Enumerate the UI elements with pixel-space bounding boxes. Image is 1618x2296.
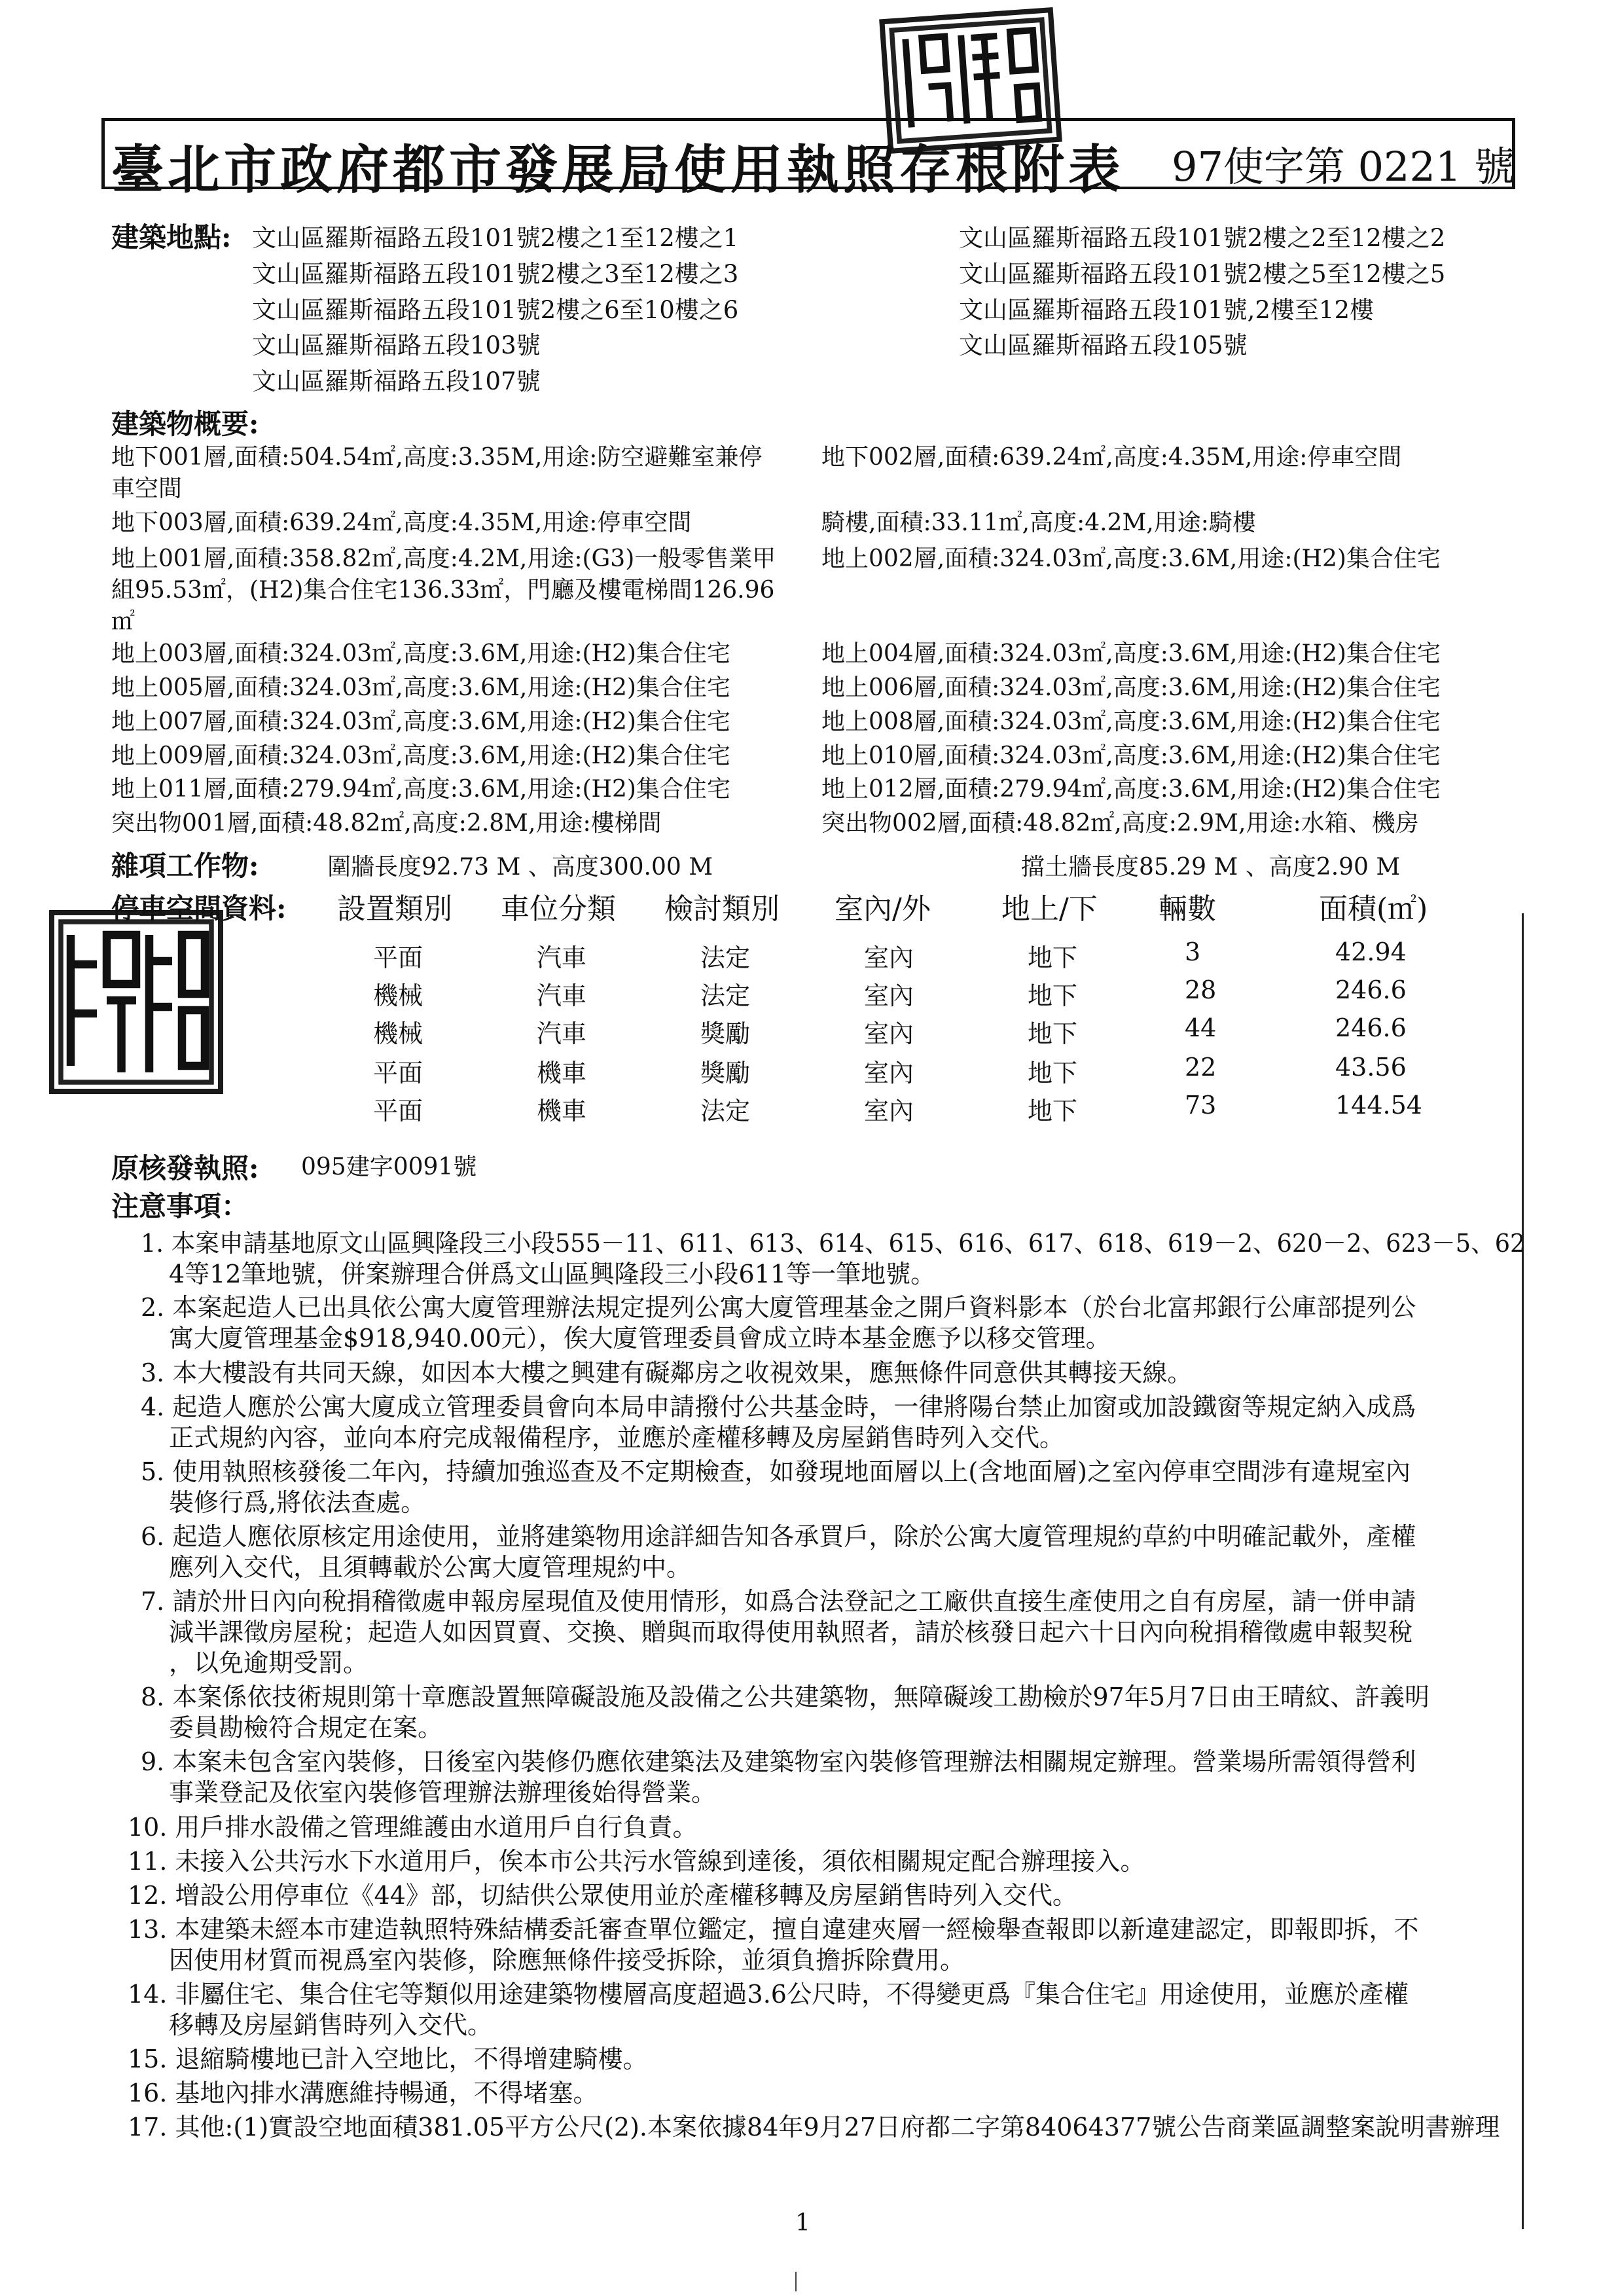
- parking-cell: 地下: [1028, 981, 1078, 1010]
- official-seal-left: [49, 910, 223, 1094]
- note-line: 5. 使用執照核發後二年內，持續加強巡查及不定期檢查，如發現地面層以上(含地面層)之室內停車空間涉有違規室內: [141, 1457, 1411, 1486]
- parking-cell: 地下: [1028, 1097, 1078, 1125]
- parking-cell: 平面: [373, 943, 423, 972]
- building-line-left: 地上001層,面積:358.82㎡,高度:4.2M,用途:(G3)一般零售業甲: [111, 545, 776, 572]
- document-number: 97使字第 0221 號: [1172, 143, 1515, 191]
- note-line: 減半課徵房屋稅；起造人如因買賣、交換、贈與而取得使用執照者，請於核發日起六十日內向稅捐稽徵處申報契稅: [169, 1618, 1413, 1647]
- note-line: 事業登記及依室內裝修管理辦法辦理後始得營業。: [169, 1778, 717, 1807]
- parking-cell: 平面: [373, 1059, 423, 1087]
- note-line: 11. 未接入公共污水下水道用戶，俟本市公共污水管線到達後，須依相關規定配合辦理接入。: [128, 1847, 1145, 1876]
- parking-cell: 機械: [373, 981, 423, 1010]
- parking-cell: 獎勵: [700, 1019, 751, 1048]
- parking-cell: 地下: [1028, 1059, 1078, 1087]
- note-line: 6. 起造人應依原核定用途使用，並將建築物用途詳細告知各承買戶，除於公寓大廈管理規約草約中明確記載外，產權: [141, 1522, 1416, 1551]
- site-address-left: 文山區羅斯福路五段101號2樓之1至12樓之1: [252, 224, 739, 252]
- building-line-left: 地下001層,面積:504.54㎡,高度:3.35M,用途:防空避難室兼停: [111, 444, 763, 471]
- building-line-right: 騎樓,面積:33.11㎡,高度:4.2M,用途:騎樓: [821, 509, 1256, 536]
- note-line: 17. 其他:(1)實設空地面積381.05平方公尺(2).本案依據84年9月27日府都二字第84064377號公告商業區調整案說明書辦理: [128, 2113, 1500, 2141]
- note-line: 裝修行爲,將依法查處。: [169, 1488, 426, 1517]
- note-line: 應列入交代，且須轉載於公寓大廈管理規約中。: [169, 1553, 692, 1582]
- building-line-right: 突出物002層,面積:48.82㎡,高度:2.9M,用途:水箱、機房: [821, 810, 1419, 837]
- note-line: 正式規約內容，並向本府完成報備程序，並應於產權移轉及房屋銷售時列入交代。: [169, 1423, 1065, 1452]
- parking-col-header: 室內/外: [835, 892, 931, 926]
- building-line-left: 地下003層,面積:639.24㎡,高度:4.35M,用途:停車空間: [111, 509, 692, 536]
- misc-wall: 圍牆長度92.73 M 、高度300.00 M: [327, 854, 713, 881]
- parking-cell: 室內: [864, 943, 914, 972]
- document-title: 臺北市政府都市發展局使用執照存根附表: [111, 139, 1124, 200]
- parking-cell: 法定: [700, 1097, 751, 1125]
- building-line-right: 地上004層,面積:324.03㎡,高度:3.6M,用途:(H2)集合住宅: [821, 640, 1441, 667]
- building-line-right: 地上002層,面積:324.03㎡,高度:3.6M,用途:(H2)集合住宅: [821, 545, 1441, 572]
- note-line: 2. 本案起造人已出具依公寓大廈管理辦法規定提列公寓大廈管理基金之開戶資料影本（於台北富邦銀行公庫部提列公: [141, 1293, 1416, 1322]
- parking-cell: 室內: [864, 981, 914, 1010]
- building-line-left: 地上011層,面積:279.94㎡,高度:3.6M,用途:(H2)集合住宅: [111, 776, 730, 803]
- parking-cell: 機械: [373, 1019, 423, 1048]
- building-line-left: 地上003層,面積:324.03㎡,高度:3.6M,用途:(H2)集合住宅: [111, 640, 730, 667]
- scan-mark: [795, 2272, 797, 2291]
- parking-cell: 73: [1185, 1091, 1217, 1120]
- parking-cell: 3: [1185, 938, 1201, 966]
- building-line-right: 地上006層,面積:324.03㎡,高度:3.6M,用途:(H2)集合住宅: [821, 674, 1441, 701]
- note-line: 因使用材質而視爲室內裝修，除應無條件接受拆除，並須負擔拆除費用。: [169, 1946, 965, 1975]
- note-line: 4等12筆地號，併案辦理合併爲文山區興隆段三小段611等一筆地號。: [169, 1260, 936, 1288]
- site-label: 建築地點:: [111, 221, 232, 253]
- parking-cell: 43.56: [1335, 1053, 1407, 1082]
- note-line: 3. 本大樓設有共同天線，如因本大樓之興建有礙鄰房之收視效果，應無條件同意供其轉接天線。: [141, 1358, 1193, 1387]
- frame-left-rule: [101, 118, 105, 187]
- parking-cell: 法定: [700, 943, 751, 972]
- note-line: 9. 本案未包含室內裝修，日後室內裝修仍應依建築法及建築物室內裝修管理辦法相關規定辦理。營業場所需領得營利: [141, 1747, 1416, 1776]
- notes-label: 注意事項：: [111, 1190, 249, 1222]
- parking-cell: 機車: [537, 1059, 587, 1087]
- parking-cell: 246.6: [1335, 1013, 1407, 1042]
- frame-top-rule: [101, 118, 1513, 121]
- building-line-right: 地上008層,面積:324.03㎡,高度:3.6M,用途:(H2)集合住宅: [821, 708, 1441, 735]
- site-address-right: 文山區羅斯福路五段101號,2樓至12樓: [959, 296, 1375, 324]
- parking-col-header: 檢討類別: [664, 892, 780, 926]
- building-label: 建築物概要:: [111, 408, 259, 440]
- building-line-left: 車空間: [111, 475, 183, 502]
- parking-cell: 144.54: [1335, 1091, 1422, 1120]
- misc-label: 雜項工作物:: [111, 850, 259, 882]
- building-line-left: ㎡: [111, 608, 135, 635]
- note-line: 12. 增設公用停車位《44》部，切結供公眾使用並於產權移轉及房屋銷售時列入交代。: [128, 1881, 1077, 1910]
- parking-cell: 室內: [864, 1019, 914, 1048]
- note-line: 移轉及房屋銷售時列入交代。: [169, 2011, 493, 2039]
- note-line: 15. 退縮騎樓地已計入空地比，不得增建騎樓。: [128, 2045, 648, 2073]
- parking-cell: 機車: [537, 1097, 587, 1125]
- parking-cell: 地下: [1028, 943, 1078, 972]
- original-license-value: 095建字0091號: [301, 1154, 477, 1180]
- building-line-left: 地上009層,面積:324.03㎡,高度:3.6M,用途:(H2)集合住宅: [111, 742, 730, 769]
- note-line: ，以免逾期受罰。: [169, 1649, 369, 1677]
- note-line: 10. 用戶排水設備之管理維護由水道用戶自行負責。: [128, 1813, 698, 1842]
- site-address-left: 文山區羅斯福路五段107號: [252, 367, 541, 395]
- original-license-label: 原核發執照:: [111, 1152, 259, 1184]
- parking-cell: 法定: [700, 981, 751, 1010]
- note-line: 14. 非屬住宅、集合住宅等類似用途建築物樓層高度超過3.6公尺時，不得變更爲『集合住宅』用途使用，並應於產權: [128, 1980, 1409, 2009]
- building-line-left: 地上005層,面積:324.03㎡,高度:3.6M,用途:(H2)集合住宅: [111, 674, 730, 701]
- page-number: 1: [795, 2210, 810, 2236]
- note-line: 委員勘檢符合規定在案。: [169, 1713, 443, 1742]
- building-line-left: 突出物001層,面積:48.82㎡,高度:2.8M,用途:樓梯間: [111, 810, 662, 837]
- building-line-right: 地上012層,面積:279.94㎡,高度:3.6M,用途:(H2)集合住宅: [821, 776, 1441, 803]
- parking-col-header: 面積(㎡): [1319, 892, 1428, 926]
- site-address-left: 文山區羅斯福路五段101號2樓之6至10樓之6: [252, 296, 739, 324]
- right-edge-line: [1522, 913, 1524, 2229]
- parking-col-header: 地上/下: [1001, 892, 1098, 926]
- note-line: 13. 本建築未經本市建造執照特殊結構委託審查單位鑑定，擅自違建夾層一經檢舉查報即以新違建認定，即報即拆，不: [128, 1915, 1419, 1944]
- building-line-right: 地上010層,面積:324.03㎡,高度:3.6M,用途:(H2)集合住宅: [821, 742, 1441, 769]
- parking-cell: 22: [1185, 1053, 1217, 1082]
- parking-cell: 室內: [864, 1097, 914, 1125]
- note-line: 7. 請於卅日內向稅捐稽徵處申報房屋現值及使用情形，如爲合法登記之工廠供直接生產使用之自有房屋，請一併申請: [141, 1587, 1416, 1616]
- parking-cell: 28: [1185, 975, 1217, 1004]
- parking-cell: 地下: [1028, 1019, 1078, 1048]
- site-address-right: 文山區羅斯福路五段105號: [959, 331, 1248, 359]
- note-line: 4. 起造人應於公寓大廈成立管理委員會向本局申請撥付公共基金時，一律將陽台禁止加窗或加設鐵窗等規定納入成爲: [141, 1393, 1416, 1421]
- parking-cell: 汽車: [537, 943, 587, 972]
- site-address-left: 文山區羅斯福路五段103號: [252, 331, 541, 359]
- building-line-right: 地下002層,面積:639.24㎡,高度:4.35M,用途:停車空間: [821, 444, 1402, 471]
- parking-col-header: 車位分類: [501, 892, 616, 926]
- parking-cell: 汽車: [537, 1019, 587, 1048]
- building-line-left: 地上007層,面積:324.03㎡,高度:3.6M,用途:(H2)集合住宅: [111, 708, 730, 735]
- note-line: 寓大廈管理基金$918,940.00元），俟大廈管理委員會成立時本基金應予以移交管理。: [169, 1324, 1111, 1353]
- parking-col-header: 輛數: [1159, 892, 1216, 926]
- site-address-left: 文山區羅斯福路五段101號2樓之3至12樓之3: [252, 260, 739, 288]
- parking-cell: 室內: [864, 1059, 914, 1087]
- parking-cell: 42.94: [1335, 938, 1407, 966]
- parking-col-header: 設置類別: [337, 892, 452, 926]
- parking-cell: 246.6: [1335, 975, 1407, 1004]
- note-line: 8. 本案係依技術規則第十章應設置無障礙設施及設備之公共建築物，無障礙竣工勘檢於97年5月7日由王晴紋、許義明: [141, 1683, 1430, 1711]
- parking-cell: 平面: [373, 1097, 423, 1125]
- note-line: 16. 基地內排水溝應維持暢通，不得堵塞。: [128, 2079, 598, 2107]
- parking-label: 停車空間資料:: [111, 892, 287, 924]
- parking-cell: 44: [1185, 1013, 1217, 1042]
- parking-cell: 汽車: [537, 981, 587, 1010]
- misc-retaining-wall: 擋土牆長度85.29 M 、高度2.90 M: [1021, 854, 1401, 881]
- note-line: 1. 本案申請基地原文山區興隆段三小段555－11、611、613、614、615、616、617、618、619－2、620－2、623－5、62: [141, 1229, 1526, 1258]
- building-line-left: 組95.53㎡，(H2)集合住宅136.33㎡，門廳及樓電梯間126.96: [111, 577, 775, 604]
- parking-cell: 獎勵: [700, 1059, 751, 1087]
- site-address-right: 文山區羅斯福路五段101號2樓之5至12樓之5: [959, 260, 1446, 288]
- site-address-right: 文山區羅斯福路五段101號2樓之2至12樓之2: [959, 224, 1446, 252]
